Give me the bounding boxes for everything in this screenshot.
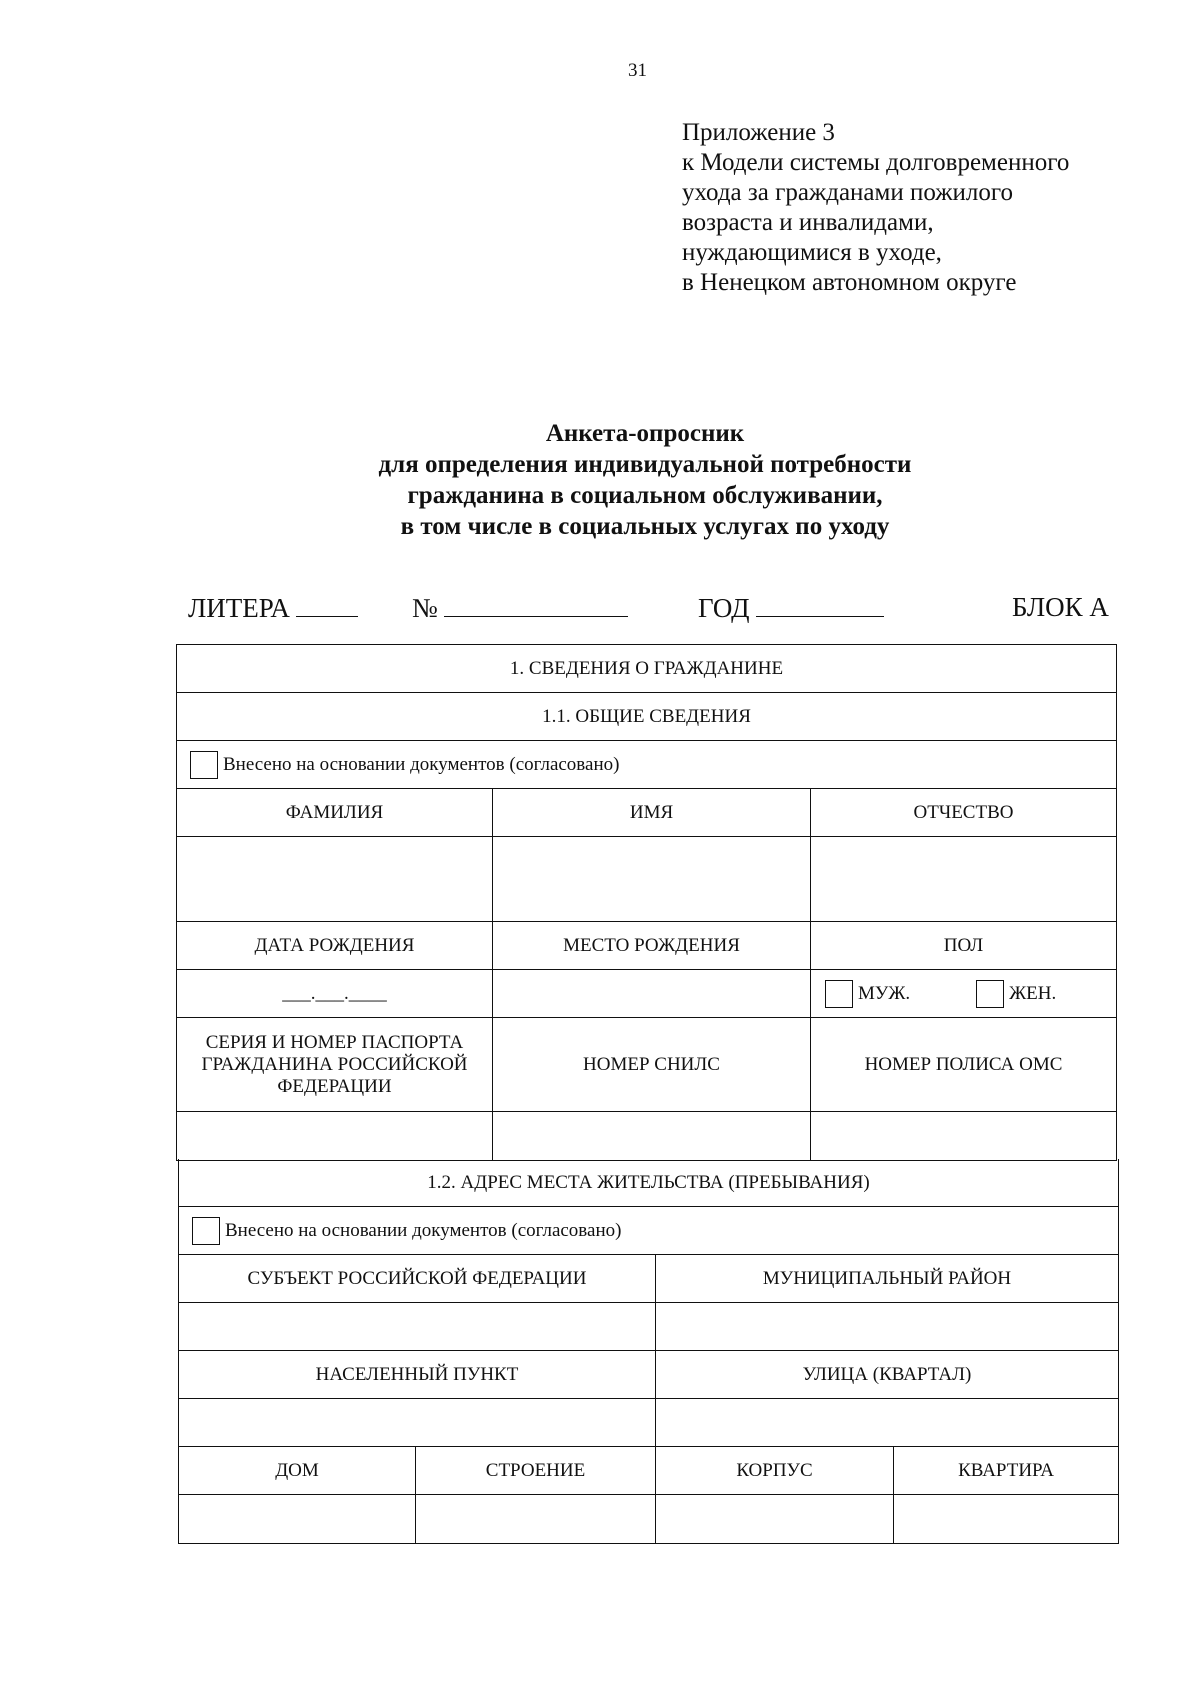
table-row <box>177 741 1116 789</box>
sex-female-checkbox[interactable] <box>976 980 1004 1008</box>
general-info-table <box>176 644 1117 1161</box>
oms-header: НОМЕР ПОЛИСА ОМС <box>864 1053 1063 1075</box>
number-blank[interactable] <box>444 592 628 617</box>
apartment-header: КВАРТИРА <box>958 1459 1054 1481</box>
litera-blank[interactable] <box>296 592 358 617</box>
table-row <box>179 1255 1118 1303</box>
subsection-title: 1.2. АДРЕС МЕСТА ЖИТЕЛЬСТВА (ПРЕБЫВАНИЯ) <box>427 1171 870 1193</box>
appendix-line: Приложение 3 <box>682 119 835 146</box>
snils-header: НОМЕР СНИЛС <box>493 1018 811 1111</box>
name-input[interactable] <box>493 837 811 921</box>
sex-female-label: ЖЕН. <box>1009 982 1057 1004</box>
table-row <box>179 1447 1118 1495</box>
table-row <box>179 1399 1118 1447</box>
date-placeholder: ___.___.____ <box>282 982 387 1004</box>
sex-radio-group <box>811 980 1116 1008</box>
address-table <box>178 1159 1119 1544</box>
house-header: ДОМ <box>179 1447 416 1494</box>
docs-confirmed-label: Внесено на основании документов (согласовано) <box>223 753 620 775</box>
year-field <box>698 592 884 624</box>
street-header: УЛИЦА (КВАРТАЛ) <box>802 1363 972 1385</box>
number-field <box>412 592 628 624</box>
birth-place-input[interactable] <box>493 970 811 1017</box>
title-line: Анкета-опросник <box>545 420 745 447</box>
region-input[interactable] <box>179 1303 656 1350</box>
building-header: СТРОЕНИЕ <box>416 1447 656 1494</box>
sex-male-label: МУЖ. <box>858 982 911 1004</box>
block-header: КОРПУС <box>656 1447 894 1494</box>
appendix-line: в Ненецком автономном округе <box>682 269 1017 296</box>
surname-input[interactable] <box>177 837 493 921</box>
region-header: СУБЪЕКТ РОССИЙСКОЙ ФЕДЕРАЦИИ <box>179 1255 656 1302</box>
birth-date-header: ДАТА РОЖДЕНИЯ <box>177 922 493 969</box>
appendix-line: нуждающимися в уходе, <box>682 239 942 266</box>
table-row <box>177 970 1116 1018</box>
address-docs-confirmed-label: Внесено на основании документов (согласовано) <box>225 1219 622 1241</box>
name-header: ИМЯ <box>493 789 811 836</box>
passport-input[interactable] <box>177 1112 493 1160</box>
docs-confirmed-checkbox[interactable] <box>190 751 218 779</box>
street-input[interactable] <box>656 1399 1118 1446</box>
table-row <box>177 789 1116 837</box>
sex-options <box>811 970 1116 1017</box>
year-blank[interactable] <box>756 592 884 617</box>
table-row <box>179 1495 1118 1543</box>
surname-header: ФАМИЛИЯ <box>177 789 493 836</box>
locality-header: НАСЕЛЕННЫЙ ПУНКТ <box>179 1351 656 1398</box>
sex-female-option[interactable] <box>976 980 1056 1008</box>
address-docs-confirmed-option <box>179 1207 1118 1254</box>
title-line: гражданина в социальном обслуживании, <box>407 482 883 509</box>
year-label: ГОД <box>698 593 750 623</box>
subsection-title: 1.1. ОБЩИЕ СВЕДЕНИЯ <box>542 705 751 727</box>
appendix-line: возраста и инвалидами, <box>682 209 934 236</box>
house-input[interactable] <box>179 1495 416 1543</box>
passport-header: СЕРИЯ И НОМЕР ПАСПОРТА ГРАЖДАНИНА РОССИЙСКОЙ ФЕДЕРАЦИИ <box>177 1018 493 1111</box>
title-line: в том числе в социальных услугах по уходу <box>400 513 890 540</box>
table-row <box>177 693 1116 741</box>
table-row <box>179 1207 1118 1255</box>
sex-header: ПОЛ <box>943 934 984 956</box>
birth-place-header: МЕСТО РОЖДЕНИЯ <box>493 922 811 969</box>
appendix-line: ухода за гражданами пожилого <box>682 179 1013 206</box>
district-header: МУНИЦИПАЛЬНЫЙ РАЙОН <box>762 1267 1012 1289</box>
table-row <box>177 837 1116 922</box>
litera-field <box>188 592 358 624</box>
block-label: БЛОК А <box>1012 592 1109 622</box>
table-row <box>179 1303 1118 1351</box>
table-row <box>177 922 1116 970</box>
number-label: № <box>412 593 438 623</box>
sex-male-checkbox[interactable] <box>825 980 853 1008</box>
patronymic-input[interactable] <box>811 837 1116 921</box>
table-row <box>177 1112 1116 1160</box>
birth-date-input[interactable] <box>177 970 493 1017</box>
litera-label: ЛИТЕРА <box>188 593 290 623</box>
locality-input[interactable] <box>179 1399 656 1446</box>
district-input[interactable] <box>656 1303 1118 1350</box>
docs-confirmed-option <box>177 741 1116 788</box>
patronymic-header: ОТЧЕСТВО <box>913 801 1014 823</box>
apartment-input[interactable] <box>894 1495 1118 1543</box>
block-input[interactable] <box>656 1495 894 1543</box>
document-title <box>0 418 1200 542</box>
title-line: для определения индивидуальной потребности <box>378 451 912 478</box>
table-row <box>179 1351 1118 1399</box>
page-number: 31 <box>628 60 647 81</box>
table-row <box>177 645 1116 693</box>
snils-input[interactable] <box>493 1112 811 1160</box>
appendix-note <box>682 118 1069 298</box>
section-title: 1. СВЕДЕНИЯ О ГРАЖДАНИНЕ <box>509 657 784 679</box>
oms-input[interactable] <box>811 1112 1116 1160</box>
building-input[interactable] <box>416 1495 656 1543</box>
appendix-line: к Модели системы долговременного <box>682 149 1070 176</box>
address-docs-confirmed-checkbox[interactable] <box>192 1217 220 1245</box>
table-row <box>179 1159 1118 1207</box>
table-row <box>177 1018 1116 1112</box>
sex-male-option[interactable] <box>825 980 910 1008</box>
